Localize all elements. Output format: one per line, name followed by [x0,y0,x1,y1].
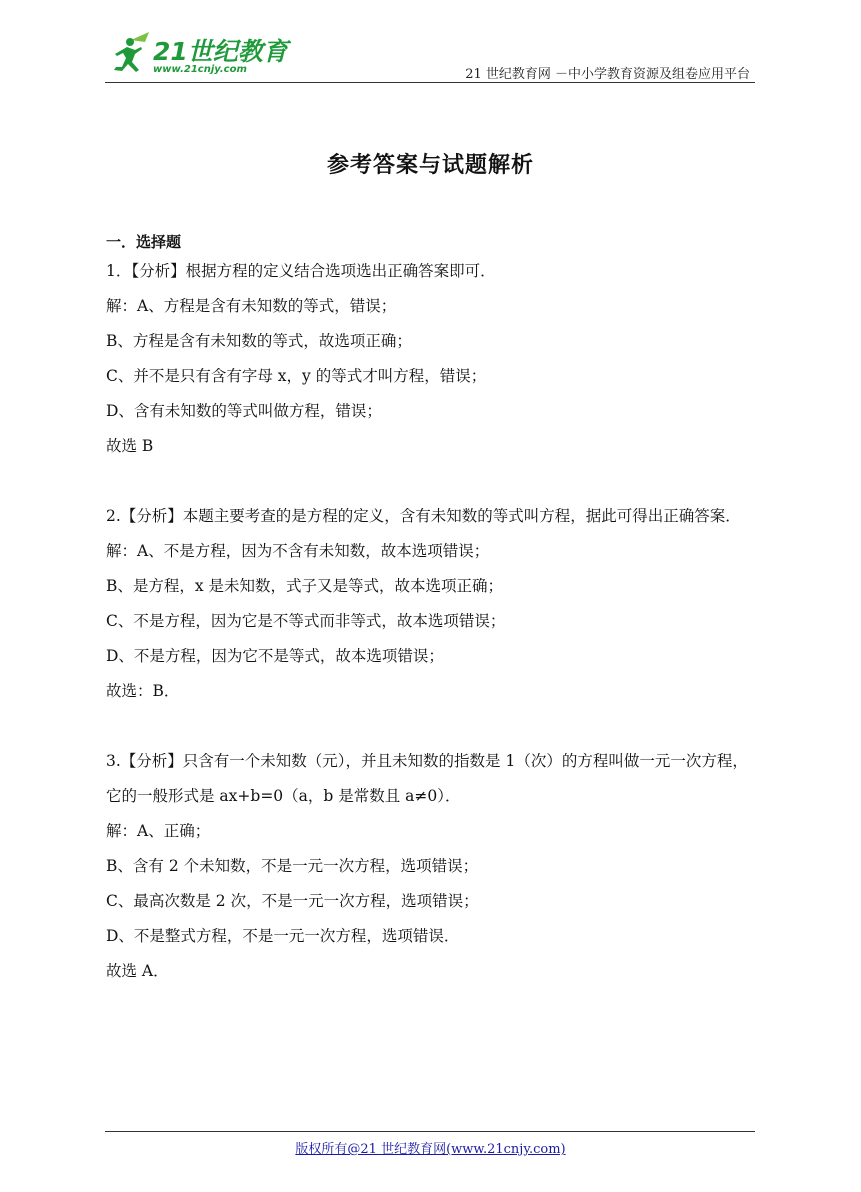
q1-analysis: 1．【分析】根据方程的定义结合选项选出正确答案即可． [106,262,496,280]
q2-answer: 故选：B． [106,682,180,700]
page-header [105,30,755,84]
q3-line: B、含有 2 个未知数，不是一元一次方程，选项错误； [106,857,479,875]
question-1 [106,254,758,464]
answer-content [106,230,758,989]
question-2 [106,499,758,709]
q3-analysis: 3.【分析】只含有一个未知数（元），并且未知数的指数是 1（次）的方程叫做一元一次方程，它的一般形式是 ax+b=0（a，b 是常数且 a≠0）． [106,752,748,805]
q3-line: D、不是整式方程，不是一元一次方程，选项错误． [106,927,460,945]
q1-line: 解：A、方程是含有未知数的等式，错误； [106,297,397,315]
logo-text: 21世纪教育 [153,37,288,66]
header-divider [105,82,755,83]
footer-divider [105,1131,755,1132]
q2-line: B、是方程，x 是未知数，式子又是等式，故本选项正确； [106,577,504,595]
page-title: 参考答案与试题解析 [326,152,534,178]
q1-line: D、含有未知数的等式叫做方程，错误； [106,402,382,420]
q3-line: 解：A、正确； [106,822,211,840]
logo-url: www.21cnjy.com [153,64,247,75]
header-site-text: 21 世纪教育网 －中小学教育资源及组卷应用平台 [465,67,750,82]
question-3 [106,744,758,989]
q3-line: C、最高次数是 2 次，不是一元一次方程，选项错误； [106,892,479,910]
q2-line: D、不是方程，因为它不是等式，故本选项错误； [106,647,444,665]
section-heading: 一．选择题 [106,233,182,251]
q2-line: C、不是方程，因为它是不等式而非等式，故本选项错误； [106,612,506,630]
footer-copyright-link[interactable]: 版权所有@21 世纪教育网(www.21cnjy.com) [295,1142,566,1157]
spacer [106,709,758,744]
q1-line: C、并不是只有含有字母 x，y 的等式才叫方程，错误； [106,367,487,385]
q2-line: 解：A、不是方程，因为不含有未知数，故本选项错误； [106,542,490,560]
spacer [106,464,758,499]
site-logo[interactable] [105,30,290,80]
q1-line: B、方程是含有未知数的等式，故选项正确； [106,332,412,350]
q3-answer: 故选 A． [106,962,169,980]
q2-analysis: 2.【分析】本题主要考查的是方程的定义，含有未知数的等式叫方程，据此可得出正确答案． [106,507,741,525]
q1-answer: 故选 B [106,437,154,455]
runner-icon [105,30,155,80]
